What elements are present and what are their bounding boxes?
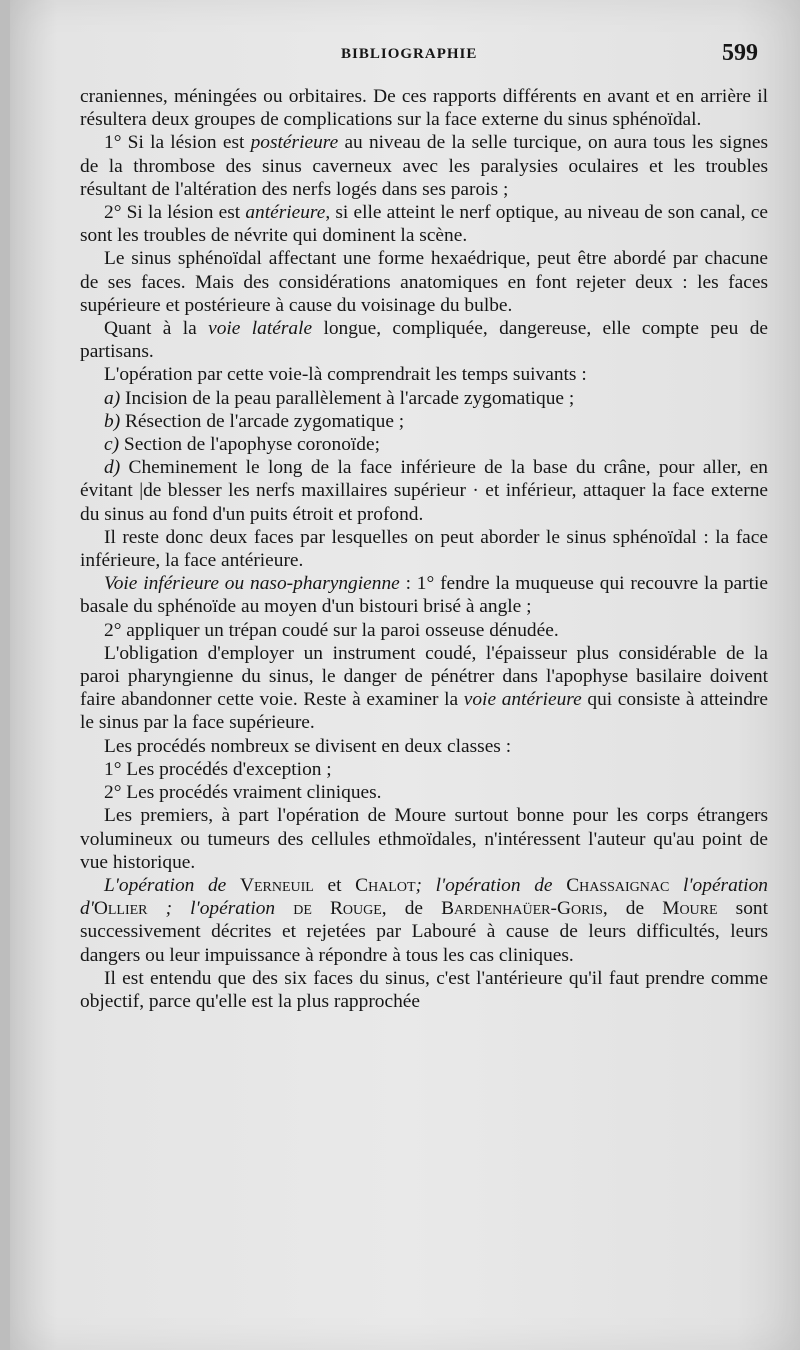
paragraph (80, 874, 768, 967)
author-name: Chalot (355, 874, 416, 896)
author-name: Moure (662, 898, 718, 920)
text-run: qui consiste à atteindre le sinus par la face supérieure. (80, 689, 769, 734)
text-run: Quant à la (104, 318, 209, 340)
paragraph (80, 572, 768, 618)
paragraph (80, 317, 768, 363)
paragraph: 2° appliquer un trépan coudé sur la paroi osseuse dénudée. (104, 619, 559, 641)
text-run: , si elle atteint le nerf optique, au niveau de son canal, ce sont les troubles de névrite qui dominent la scène. (80, 202, 768, 247)
author-name: Ollier (93, 898, 148, 920)
text-run: Incision de la peau parallèlement à l'arcade zygomatique ; (120, 387, 575, 409)
text-run: longue, compliquée, dangereuse, elle compte peu de partisans. (80, 318, 768, 363)
paragraph (80, 642, 768, 735)
emphasis: antérieure (245, 202, 326, 224)
text-run: L'obligation d'employer un instrument coudé, l'épaisseur plus considérable de la paroi pharyngienne du sinus, le danger de pénétrer dans l'apophyse basilaire doivent faire abandonner cette voie. Reste à examiner la (80, 642, 768, 711)
text-run: et (327, 874, 342, 896)
emphasis: l'opération d' (80, 874, 768, 920)
emphasis: voie latérale (208, 318, 313, 340)
emphasis: L'opération de (104, 874, 227, 896)
author-name: Bardenhaüer-Goris (441, 898, 603, 920)
text-run: , de (381, 898, 424, 920)
list-item (80, 433, 768, 456)
author-name: de Rouge (293, 898, 382, 920)
book-page (10, 0, 800, 1350)
text-run: 1° Si la lésion est (104, 132, 251, 154)
author-name: Verneuil (239, 874, 314, 896)
body-text (80, 85, 768, 1013)
text-run: , de (602, 898, 645, 920)
text-run: Résection de l'arcade zygomatique ; (120, 410, 405, 432)
text-run: sont successivement décrites et rejetées par Labouré à cause de leurs difficultés, leurs dangers ou leur impuissance à répondre à tous les cas cliniques. (80, 898, 768, 966)
list-item (80, 387, 768, 410)
running-title: BIBLIOGRAPHIE (341, 46, 478, 62)
emphasis: ; l'opération de (415, 874, 553, 896)
item-marker: b) (104, 410, 121, 432)
text-run: au niveau de la selle turcique, on aura tous les signes de la thrombose des sinus caverneux avec les paralysies oculaires et les troubles résultant de l'altération des nerfs logés dans ses parois ; (80, 132, 768, 200)
paragraph: L'opération par cette voie-là comprendrait les temps suivants : (104, 364, 587, 386)
emphasis: postérieure (250, 132, 339, 154)
text-run: 2° Si la lésion est (104, 202, 246, 224)
emphasis: ; l'opération (165, 898, 276, 920)
item-marker: a) (104, 387, 121, 409)
item-marker: d) (104, 457, 121, 479)
paragraph: 1° Les procédés d'exception ; (104, 758, 332, 780)
list-item (80, 410, 768, 433)
paragraph: 2° Les procédés vraiment cliniques. (104, 782, 382, 804)
item-marker: c) (104, 434, 120, 456)
paragraph: Les premiers, à part l'opération de Moure surtout bonne pour les corps étrangers volumineux ou tumeurs des cellules ethmoïdales, n'intéressent l'auteur qu'au point de vue historique. (80, 805, 768, 873)
paragraph (80, 131, 768, 201)
list-item (80, 456, 768, 526)
page-number: 599 (722, 40, 758, 66)
paragraph (80, 201, 768, 247)
paragraph: craniennes, méningées ou orbitaires. De ces rapports différents en avant et en arrière il résultera deux groupes de complications sur la face externe du sinus sphénoïdal. (80, 86, 768, 131)
text-run: : 1° fendre la muqueuse qui recouvre la partie basale du sphénoïde au moyen d'un bistouri brisé à angle ; (80, 573, 768, 618)
paragraph: Il est entendu que des six faces du sinus, c'est l'antérieure qu'il faut prendre comme objectif, parce qu'elle est la plus rapprochée (80, 967, 768, 1012)
text-run: Section de l'apophyse coronoïde; (119, 434, 380, 456)
text-run: Cheminement le long de la face inférieure de la base du crâne, pour aller, en évitant |de blesser les nerfs maxillaires supérieur · et inférieur, attaquer la face externe du sinus au fond d'un puits étroit et profond. (80, 457, 768, 525)
paragraph: Les procédés nombreux se divisent en deux classes : (104, 735, 512, 757)
paragraph: Le sinus sphénoïdal affectant une forme hexaédrique, peut être abordé par chacune de ses faces. Mais des considérations anatomiques en font rejeter deux : les faces supérieure et postérieure à cause du voisinage du bulbe. (80, 248, 768, 316)
author-name: Chassaignac (566, 874, 670, 896)
emphasis: Voie inférieure ou naso-pharyngienne (104, 573, 400, 595)
page-header (10, 40, 800, 74)
paragraph: Il reste donc deux faces par lesquelles on peut aborder le sinus sphénoïdal : la face inférieure, la face antérieure. (80, 526, 768, 572)
emphasis: voie antérieure (463, 689, 582, 711)
